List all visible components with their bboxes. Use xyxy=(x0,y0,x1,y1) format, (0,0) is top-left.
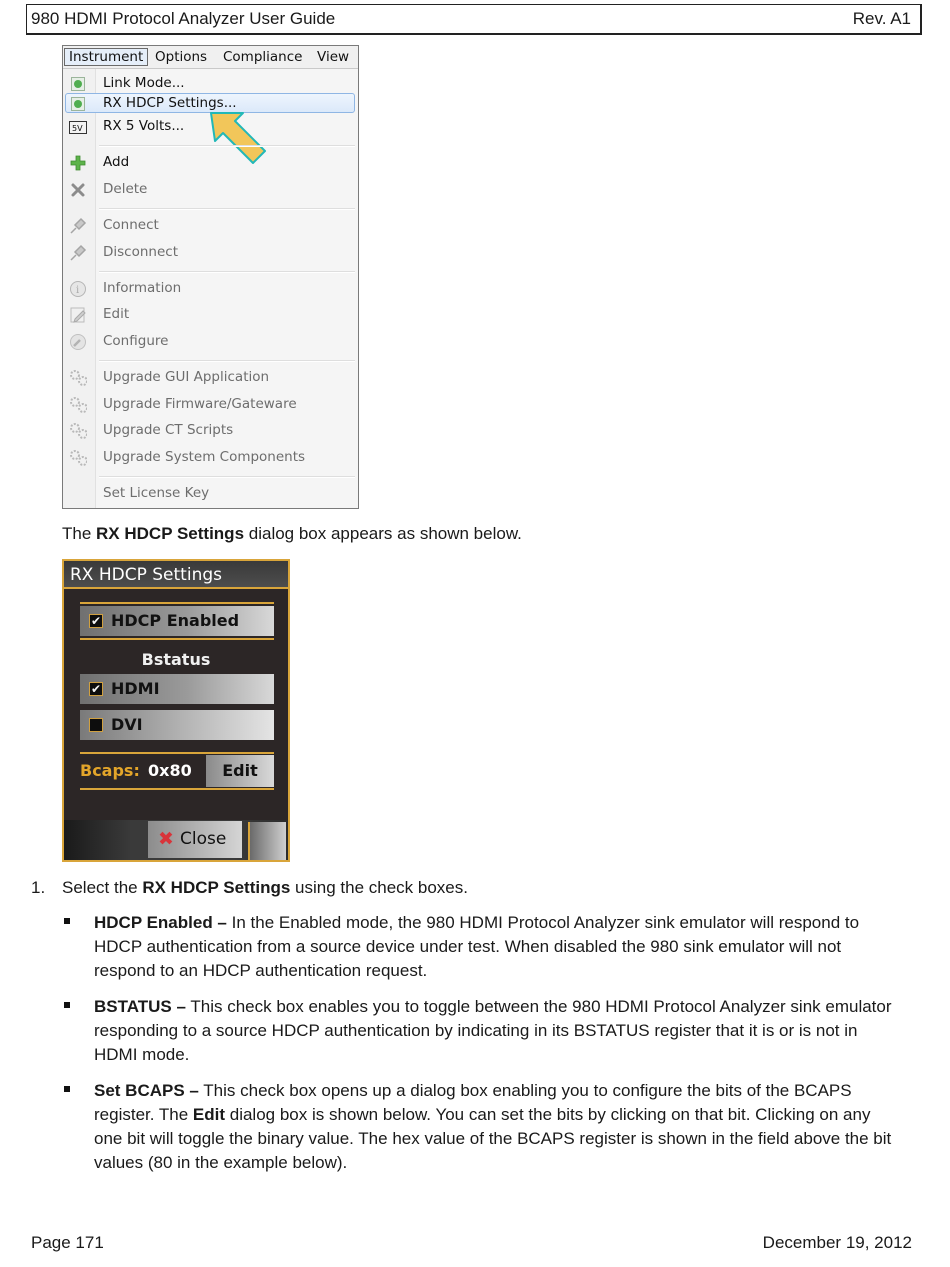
bullet-line: HDCP authentication from a source device under test. When disabled the 980 sink emulator will not xyxy=(94,937,842,956)
menu-separator xyxy=(99,208,355,210)
bullet-bstatus xyxy=(94,995,934,1067)
dialog-footer xyxy=(64,820,288,860)
step-suffix: using the check boxes. xyxy=(290,878,468,897)
instrument-dropdown xyxy=(63,69,358,508)
bullet-icon xyxy=(64,918,70,924)
menu-item-label: Upgrade GUI Application xyxy=(103,369,270,385)
divider xyxy=(80,788,274,790)
svg-text:5V: 5V xyxy=(72,123,83,133)
menu-item-label: Connect xyxy=(103,217,159,233)
wrench-icon xyxy=(69,334,87,350)
footer-panel xyxy=(248,822,286,860)
menu-item-label: Set License Key xyxy=(103,485,210,501)
step-prefix: Select the xyxy=(62,878,143,897)
menu-item-label: Upgrade System Components xyxy=(103,449,306,465)
info-icon xyxy=(69,281,87,297)
intro-bold: RX HDCP Settings xyxy=(96,524,245,543)
menu-item-label: Delete xyxy=(103,181,148,197)
menu-item-connect[interactable] xyxy=(63,214,358,238)
menu-item-label: RX HDCP Settings... xyxy=(103,95,237,111)
menu-item-set-license-key[interactable] xyxy=(63,482,358,506)
menu-separator xyxy=(99,271,355,273)
bullet-line: responding to a source HDCP authentication by indicating in its BSTATUS register that it is or is not in xyxy=(94,1021,858,1040)
pencil-icon xyxy=(69,307,87,323)
bullet-line: one bit will toggle the binary value. The hex value of the BCAPS register is shown in the field above the bit xyxy=(94,1129,892,1148)
checkbox-checked-icon: ✔ xyxy=(90,614,102,628)
menu-item-delete[interactable] xyxy=(63,178,358,202)
instrument-menu-screenshot xyxy=(62,45,359,509)
plug-icon xyxy=(69,245,87,261)
menu-item-label: Information xyxy=(103,280,182,296)
green-dot-icon xyxy=(69,76,87,92)
menu-item-label: Disconnect xyxy=(103,244,178,260)
bcaps-value: 0x80 xyxy=(148,761,192,780)
checkbox-label: HDMI xyxy=(111,679,160,698)
menu-bar xyxy=(63,46,358,69)
menu-item-label: Add xyxy=(103,154,130,170)
bullet-term: Set BCAPS – xyxy=(94,1081,199,1100)
hdcp-enabled-checkbox[interactable] xyxy=(80,606,274,636)
menu-item-label: Configure xyxy=(103,333,169,349)
bullet-line: values (80 in the example below). xyxy=(94,1153,348,1172)
intro-text xyxy=(62,522,522,546)
svg-text:i: i xyxy=(76,285,80,296)
upgrade-icon xyxy=(69,397,87,413)
page-date: December 19, 2012 xyxy=(762,1233,912,1252)
bullet-line: In the Enabled mode, the 980 HDMI Protocol Analyzer sink emulator will respond to xyxy=(226,913,860,932)
page-header xyxy=(26,4,922,35)
bullet-term: HDCP Enabled – xyxy=(94,913,227,932)
rx-hdcp-settings-dialog xyxy=(62,559,290,862)
green-dot-icon xyxy=(69,96,87,112)
menu-item-label: Edit xyxy=(103,306,130,322)
dialog-title: RX HDCP Settings xyxy=(64,561,288,589)
bullet-bold: Edit xyxy=(192,1105,226,1124)
bullet-icon xyxy=(64,1002,70,1008)
intro-suffix: dialog box appears as shown below. xyxy=(244,524,522,543)
menu-item-information[interactable] xyxy=(63,277,358,301)
divider xyxy=(80,638,274,640)
bullet-line: HDMI mode. xyxy=(94,1045,190,1064)
menu-item-upgrade-firmware[interactable] xyxy=(63,393,358,417)
divider xyxy=(80,602,274,604)
divider xyxy=(80,752,274,754)
menu-item-label: Upgrade CT Scripts xyxy=(103,422,234,438)
menu-item-label: Link Mode... xyxy=(103,75,185,91)
menu-item-label: Upgrade Firmware/Gateware xyxy=(103,396,297,412)
menu-item-add[interactable] xyxy=(63,151,358,175)
checkbox-checked-icon: ✔ xyxy=(90,682,102,696)
page-number: Page 171 xyxy=(31,1233,104,1252)
bullet-icon xyxy=(64,1086,70,1092)
plug-icon xyxy=(69,218,87,234)
menu-item-upgrade-ct-scripts[interactable] xyxy=(63,419,358,443)
menu-item-edit[interactable] xyxy=(63,303,358,327)
menu-separator xyxy=(99,145,355,147)
menu-item-disconnect[interactable] xyxy=(63,241,358,265)
menu-item-configure[interactable] xyxy=(63,330,358,354)
checkbox-label: HDCP Enabled xyxy=(111,611,240,630)
menu-view[interactable]: View xyxy=(317,49,350,65)
step-number: 1. xyxy=(31,878,46,897)
bullet-hdcp-enabled xyxy=(94,911,934,983)
hdmi-checkbox[interactable] xyxy=(80,674,274,704)
menu-separator xyxy=(99,476,355,478)
menu-instrument[interactable]: Instrument xyxy=(64,48,148,66)
plus-icon xyxy=(69,155,87,171)
close-label: Close xyxy=(180,829,227,849)
5v-icon xyxy=(69,119,87,135)
menu-options[interactable]: Options xyxy=(155,49,208,65)
bcaps-row xyxy=(80,755,274,787)
menu-separator xyxy=(99,360,355,362)
menu-compliance[interactable]: Compliance xyxy=(223,49,303,65)
dvi-checkbox[interactable] xyxy=(80,710,274,740)
step-bold: RX HDCP Settings xyxy=(142,878,291,897)
x-icon xyxy=(69,182,87,198)
bullet-line: This check box opens up a dialog box enabling you to configure the bits of the BCAPS xyxy=(198,1081,852,1100)
menu-item-upgrade-gui[interactable] xyxy=(63,366,358,390)
menu-item-upgrade-system[interactable] xyxy=(63,446,358,470)
document-title: 980 HDMI Protocol Analyzer User Guide xyxy=(31,9,336,28)
bullet-line: dialog box is shown below. You can set the bits by clicking on that bit. Clicking on any xyxy=(225,1105,871,1124)
upgrade-icon xyxy=(69,423,87,439)
bullet-term: BSTATUS – xyxy=(94,997,186,1016)
edit-button[interactable]: Edit xyxy=(206,755,274,787)
upgrade-icon xyxy=(69,450,87,466)
document-revision: Rev. A1 xyxy=(852,9,911,28)
step-text xyxy=(62,876,468,900)
checkbox-label: DVI xyxy=(111,715,143,734)
bstatus-heading: Bstatus xyxy=(141,650,211,669)
bullet-set-bcaps xyxy=(94,1079,934,1175)
intro-prefix: The xyxy=(62,524,97,543)
bullet-line: register. The xyxy=(94,1105,193,1124)
close-button[interactable] xyxy=(148,821,242,858)
upgrade-icon xyxy=(69,370,87,386)
menu-item-label: RX 5 Volts... xyxy=(103,118,185,134)
bullet-line: This check box enables you to toggle between the 980 HDMI Protocol Analyzer sink emulator xyxy=(185,997,892,1016)
close-icon: ✖ xyxy=(158,828,174,850)
bcaps-label: Bcaps: xyxy=(80,761,140,780)
checkbox-unchecked-icon xyxy=(89,718,103,732)
bullet-line: respond to an HDCP authentication request. xyxy=(94,961,428,980)
